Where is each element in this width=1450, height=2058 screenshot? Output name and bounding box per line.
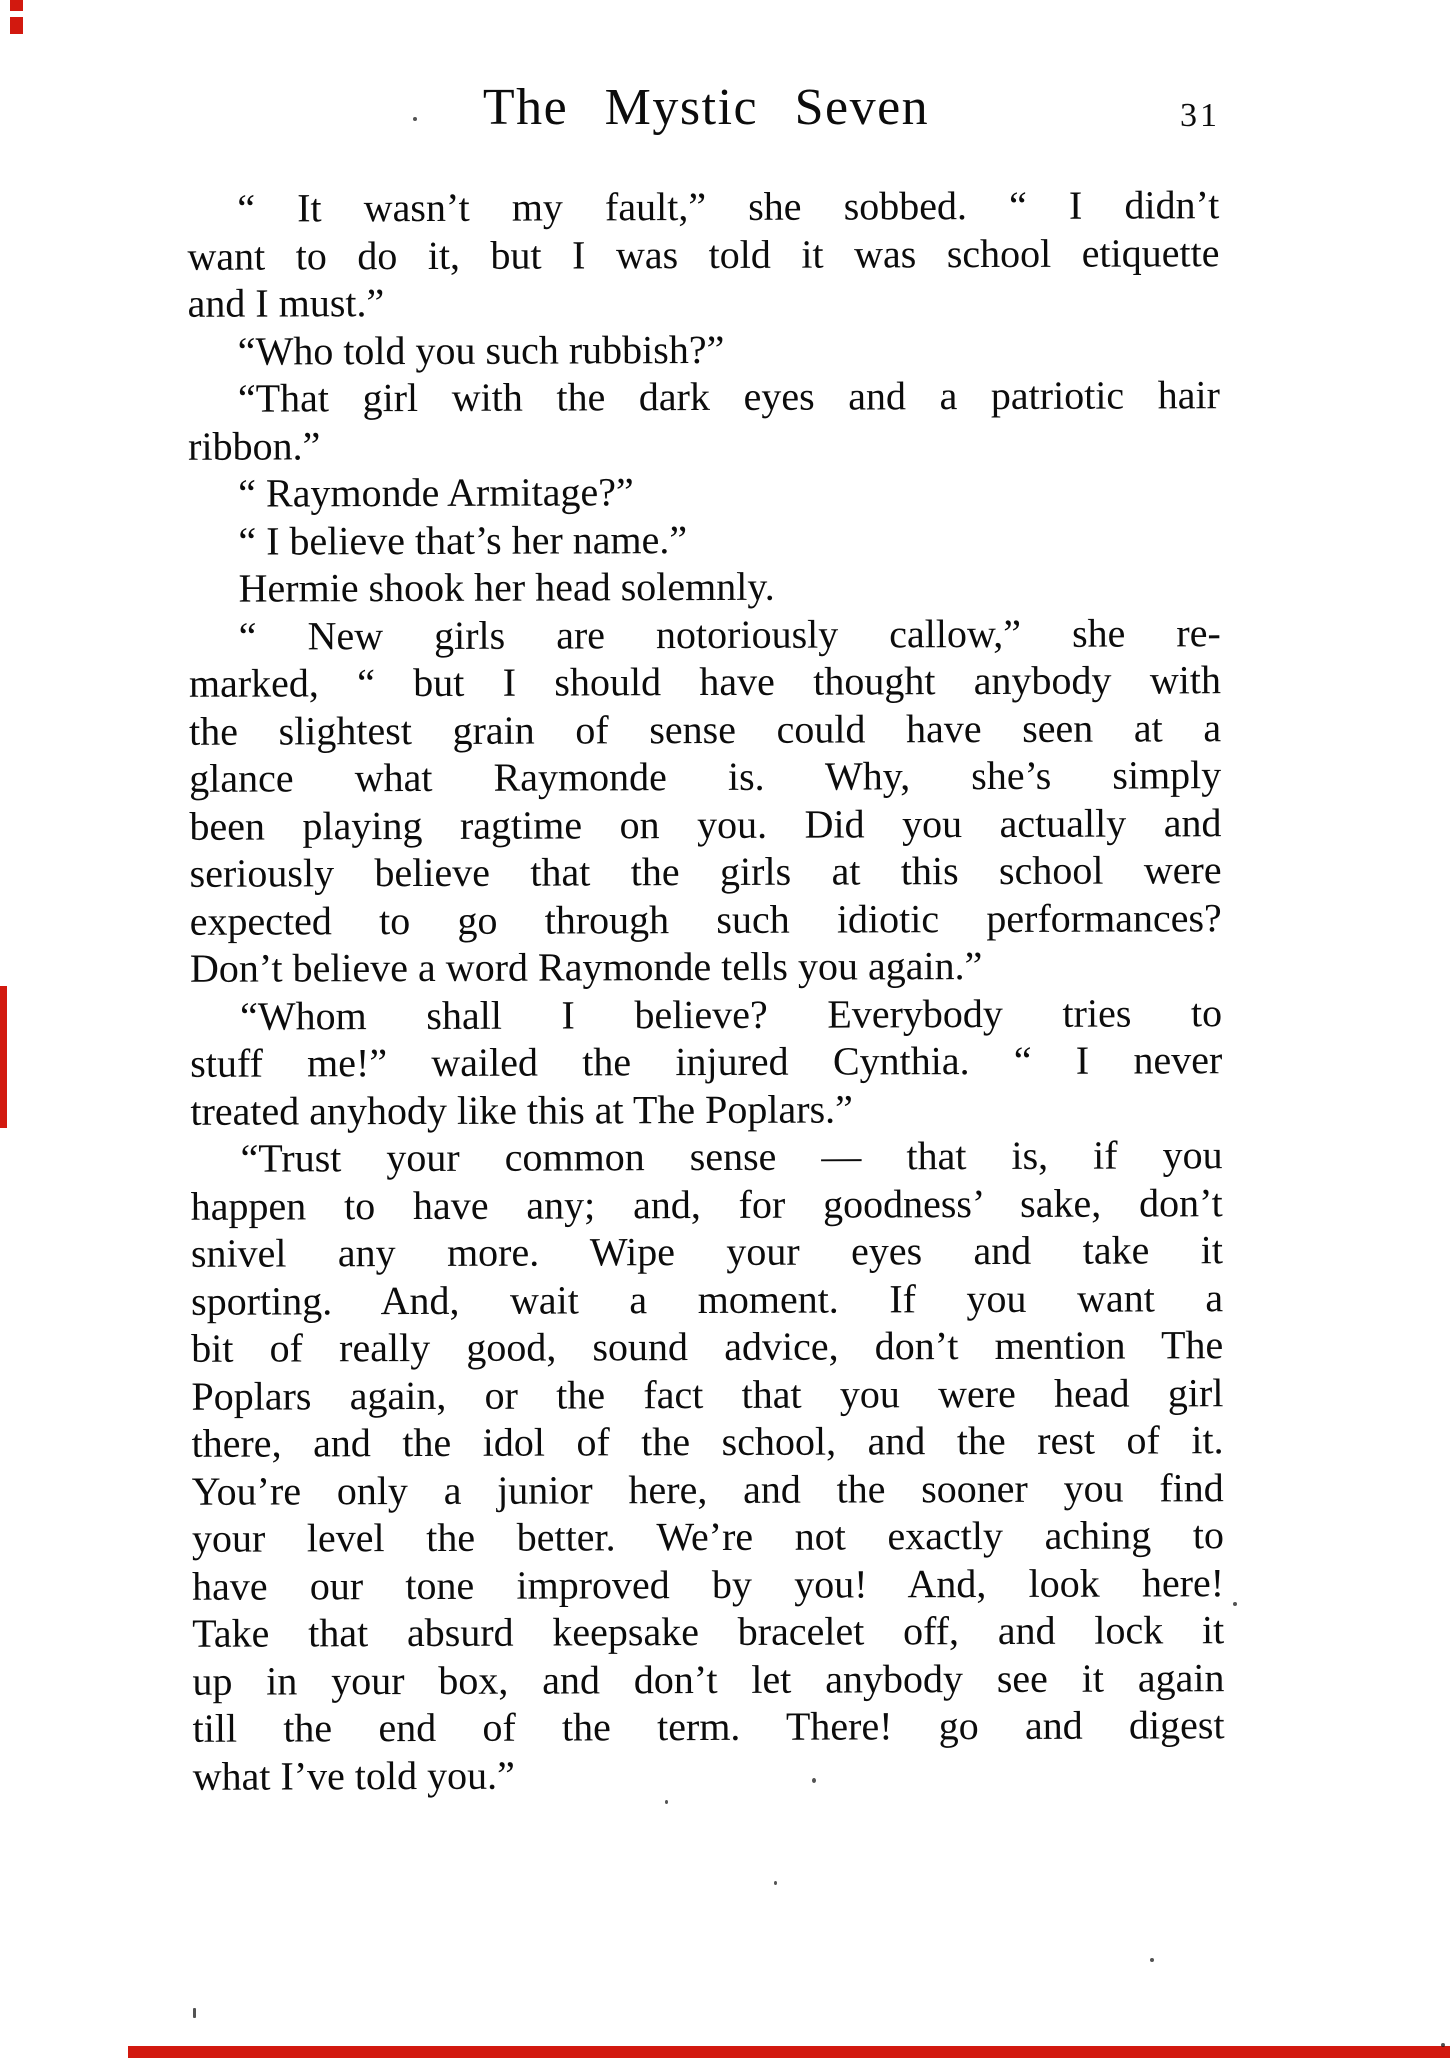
text-line: stuff me!” wailed the injured Cynthia. “ I never xyxy=(190,1037,1223,1086)
text-line: Take that absurd keepsake bracelet off, and lock it xyxy=(192,1607,1225,1656)
text-line: You’re only a junior here, and the sooner you find xyxy=(191,1464,1224,1514)
text-line: ribbon.” xyxy=(188,422,321,469)
paragraph xyxy=(187,181,1219,327)
scan-speck xyxy=(1233,1602,1237,1606)
text-line: seriously believe that the girls at this school were xyxy=(189,847,1222,896)
page-title: The Mystic Seven xyxy=(482,79,930,136)
paragraph xyxy=(188,466,1220,517)
text-line: been playing ragtime on you. Did you actually and xyxy=(189,799,1222,849)
scan-speck xyxy=(665,1800,668,1804)
text-line: treated anyhody like this at The Poplars.” xyxy=(190,1085,853,1134)
text-line: till the end of the term. There! go and digest xyxy=(192,1702,1225,1751)
text-line: there, and the idol of the school, and the rest of it. xyxy=(191,1417,1224,1466)
text-line: and I must.” xyxy=(187,280,385,326)
text-line: “ New girls are notoriously callow,” she re- xyxy=(238,609,1221,659)
text-line: “Who told you such rubbish?” xyxy=(237,326,725,374)
text-line: expected to go through such idiotic performances? xyxy=(189,894,1222,944)
scan-artifact-bottom-edge xyxy=(128,2046,1450,2058)
paragraph xyxy=(189,561,1221,612)
text-line: happen to have any; and, for goodness’ sake, don’t xyxy=(190,1179,1223,1229)
scan-speck xyxy=(812,1778,816,1783)
text-line: the slightest grain of sense could have seen at a xyxy=(189,704,1222,754)
scan-speck xyxy=(1441,2043,1445,2047)
text-line: “Trust your common sense — that is, if you xyxy=(240,1132,1223,1181)
text-body xyxy=(187,181,1225,1800)
paragraph xyxy=(189,609,1222,993)
text-line: “Whom shall I believe? Everybody tries to xyxy=(240,989,1223,1039)
text-line: “ Raymonde Armitage?” xyxy=(238,469,634,516)
scan-artifact-top-left-lower xyxy=(10,17,23,34)
text-line: Hermie shook her head solemnly. xyxy=(238,563,775,611)
text-line: have our tone improved by you! And, look here! xyxy=(191,1559,1225,1609)
text-line: up in your box, and don’t let anybody see it again xyxy=(192,1654,1225,1704)
scan-speck xyxy=(193,2008,196,2018)
scan-artifact-top-left-upper xyxy=(10,0,23,11)
text-line: marked, “ but I should have thought anybody with xyxy=(188,657,1221,706)
paragraph xyxy=(188,514,1220,565)
scan-artifact-left-edge xyxy=(0,986,7,1128)
scan-speck xyxy=(774,1881,777,1885)
paragraph xyxy=(188,324,1220,375)
paragraph xyxy=(191,1131,1225,1800)
scan-speck xyxy=(1150,1958,1154,1962)
text-line: want to do it, but I was told it was school etiquette xyxy=(187,229,1220,279)
scan-speck xyxy=(413,117,417,121)
text-line: “That girl with the dark eyes and a patriotic hair xyxy=(237,372,1221,421)
text-line: “ I believe that’s her name.” xyxy=(238,516,688,564)
paragraph xyxy=(188,371,1220,470)
paragraph xyxy=(190,989,1222,1135)
text-line: sporting. And, wait a moment. If you want a xyxy=(191,1274,1224,1324)
text-line: glance what Raymonde is. Why, she’s simply xyxy=(189,752,1222,801)
text-line: Poplars again, or the fact that you were head girl xyxy=(191,1369,1224,1419)
text-line: what I’ve told you.” xyxy=(192,1752,515,1799)
text-line: Don’t believe a word Raymonde tells you again.” xyxy=(189,943,983,991)
text-line: your level the better. We’re not exactly aching to xyxy=(191,1512,1224,1561)
text-line: snivel any more. Wipe your eyes and take it xyxy=(190,1227,1223,1276)
text-line: “ It wasn’t my fault,” she sobbed. “ I didn’t xyxy=(237,182,1220,231)
text-line: bit of really good, sound advice, don’t mention The xyxy=(191,1322,1224,1371)
page-number: 31 xyxy=(1180,97,1220,134)
page-header xyxy=(190,0,1222,160)
